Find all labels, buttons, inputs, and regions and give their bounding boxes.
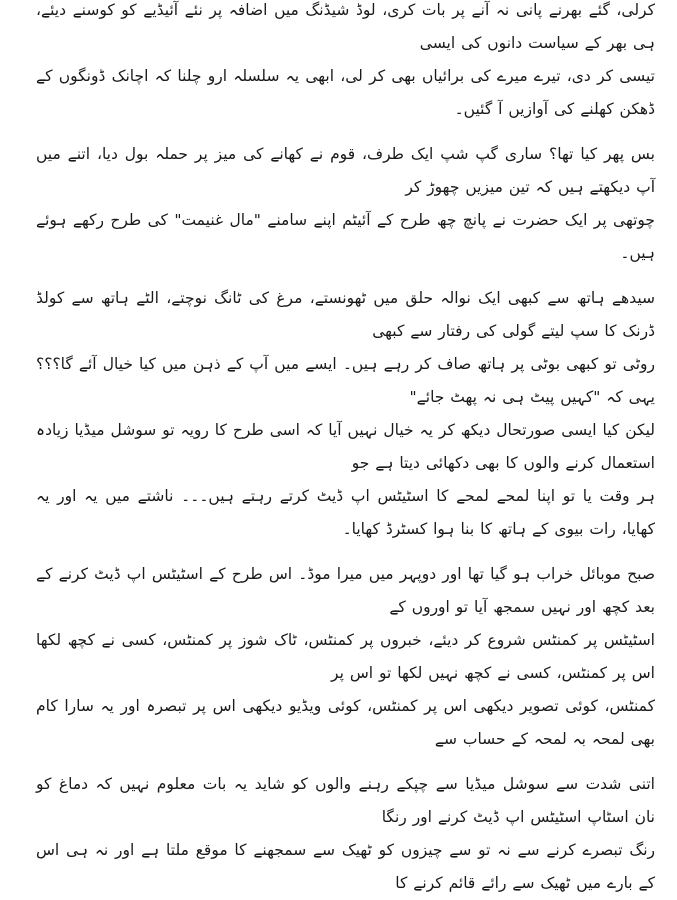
text-line: بس پھر کیا تھا؟ ساری گپ شپ ایک طرف، قوم نے کھانے کی میز پر حملہ بول دیا، اتنے میں آپ دیکھتے ہیں کہ تین میزیں چھوڑ کر bbox=[36, 145, 655, 196]
text-line: اتنی شدت سے سوشل میڈیا سے چپکے رہنے والوں کو شاید یہ بات معلوم نہیں کہ دماغ کو نان اسٹاپ اسٹیٹس اپ ڈیٹ کرنے اور رنگا bbox=[36, 775, 655, 826]
text-line: لیکن کیا ایسی صورتحال دیکھ کر یہ خیال نہیں آیا کہ اسی طرح کا رویہ تو سوشل میڈیا زیادہ استعمال کرنے والوں کا بھی دکھائی دیتا ہے جو bbox=[36, 421, 655, 472]
text-line: کمنٹس، کوئی تصویر دیکھی اس پر کمنٹس، کوئی ویڈیو دیکھی اس پر تبصرہ اور یہ سارا کام بھی لمحہ بہ لمحہ کے حساب سے bbox=[36, 697, 655, 748]
text-line: تیسی کر دی، تیرے میرے کی برائیاں بھی کر لی، ابھی یہ سلسلہ ارو چلنا کہ اچانک ڈونگوں کے ڈھکن کھلنے کی آوازیں آ گئیں۔ bbox=[36, 67, 655, 118]
text-line: ہر وقت یا تو اپنا لمحے لمحے کا اسٹیٹس اپ ڈیٹ کرتے رہتے ہیں۔۔۔ ناشتے میں یہ اور یہ کھایا، رات بیوی کے ہاتھ کا بنا ہوا کسٹرڈ کھایا۔ bbox=[36, 487, 655, 538]
text-line: چوتھی پر ایک حضرت نے پانچ چھ طرح کے آئیٹم اپنے سامنے "مال غنیمت" کی طرح رکھے ہوئے ہیں۔ bbox=[36, 211, 655, 262]
paragraph-4 bbox=[0, 558, 677, 756]
paragraph-5 bbox=[0, 768, 677, 900]
text-line: اسٹیٹس پر کمنٹس شروع کر دیئے، خبروں پر کمنٹس، ٹاک شوز پر کمنٹس، کسی نے کچھ لکھا اس پر کمنٹس، کسی نے کچھ نہیں لکھا تو اس پر bbox=[36, 631, 655, 682]
paragraph-gap bbox=[0, 270, 677, 282]
paragraph-1 bbox=[0, 0, 677, 126]
paragraph-2 bbox=[0, 138, 677, 270]
text-line: سیدھے ہاتھ سے کبھی ایک نوالہ حلق میں ٹھونستے، مرغ کی ٹانگ نوچتے، الٹے ہاتھ سے کولڈ ڈرنک کا سپ لیتے گولی کی رفتار سے کبھی bbox=[36, 289, 655, 340]
paragraph-3 bbox=[0, 282, 677, 546]
text-line: صبح موبائل خراب ہو گیا تھا اور دوپہر میں میرا موڈ۔ اس طرح کے اسٹیٹس اپ ڈیٹ کرنے کے بعد کچھ اور نہیں سمجھ آیا تو اوروں کے bbox=[36, 565, 655, 616]
text-line: کرلی، گئے بھرنے پانی نہ آنے پر بات کری، لوڈ شیڈنگ میں اضافہ پر نئے آئیڈیے کو کوسنے دیئے، ہی بھر کے سیاست دانوں کی ایسی bbox=[36, 1, 655, 52]
text-line: روٹی تو کبھی بوٹی پر ہاتھ صاف کر رہے ہیں۔ ایسے میں آپ کے ذہن میں کیا خیال آئے گا؟؟؟ یہی کہ "کہیں پیٹ ہی نہ پھٹ جائے" bbox=[36, 355, 655, 406]
paragraph-gap bbox=[0, 756, 677, 768]
paragraph-gap bbox=[0, 546, 677, 558]
paragraph-gap bbox=[0, 126, 677, 138]
text-line: رنگ تبصرے کرنے سے نہ تو سے چیزوں کو ٹھیک سے سمجھنے کا موقع ملتا ہے اور نہ ہی اس کے بارے میں ٹھیک سے رائے قائم کرنے کا bbox=[36, 841, 655, 892]
